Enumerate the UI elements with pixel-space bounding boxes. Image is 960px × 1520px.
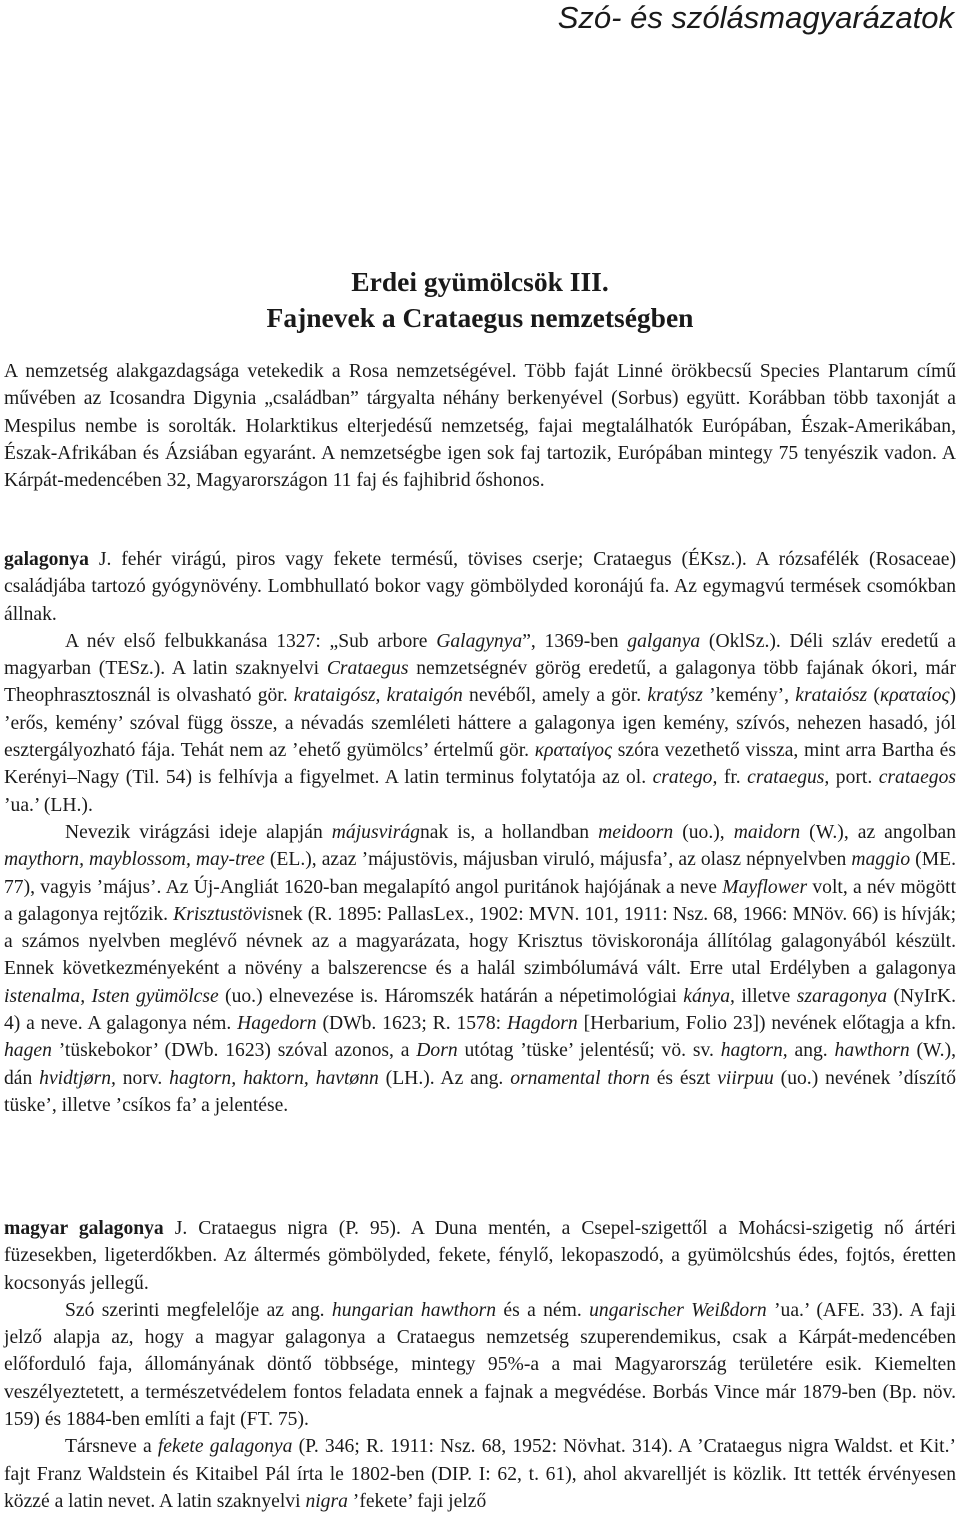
- italic-term: Crataegus: [326, 658, 409, 680]
- entry-paragraph: [4, 546, 956, 628]
- entry-paragraph: [4, 1215, 956, 1297]
- italic-term: Hagdorn: [506, 1013, 578, 1035]
- entry-paragraph: Nevezik virágzási ideje alapján májusvirágnak is, a hollandban meidoorn (uo.), maidorn (W.), az angolban maythorn, mayblossom, may-tree (EL.), azaz ’májustövis, májusban viruló, májusfa’, az olasz népnyelvben maggio (ME. 77), vagyis ’május’. Az Új-Angliát 1620-ban megalapító angol puritánok hajójának a neve Mayflower volt, a név mögött a galagonya rejtőzik. Krisztustövisnek (R. 1895: PallasLex., 1902: MVN. 101, 1911: Nsz. 68, 1966: MNöv. 66) is hívják; a számos nyelvben meglévő névnek az a magyarázata, hogy Krisztus töviskoronája állítólag galagonyából készült. Ennek következményeként a növény a balszerencse és a halál szimbólumává vált. Erre utal Erdélyben a galagonya istenalma, Isten gyümölcse (uo.) elnevezése is. Háromszék határán a népetimológiai kánya, illetve szaragonya (NyIrK. 4) a neve. A galagonya ném. Hagedorn (DWb. 1623; R. 1578: Hagdorn [Herbarium, Folio 23]) nevének előtagja a kfn. hagen ’tüskebokor’ (DWb. 1623) szóval azonos, a Dorn utótag ’tüske’ jelentésű; vö. sv. hagtorn, ang. hawthorn (W.), dán hvidtjørn, norv. hagtorn, haktorn, havtønn (LH.). Az ang. ornamental thorn és észt viirpuu (uo.) nevének ’díszítő tüske’, illetve ’csíkos fa’ a jelentése.: [4, 821, 957, 1116]
- italic-term: kratýsz: [647, 685, 703, 707]
- italic-term: krataiósz: [795, 685, 868, 707]
- entry-paragraph: A név első felbukkanása 1327: „Sub arbore Galagynya”, 1369-ben galganya (OklSz.). Déli szláv eredetű a magyarban (TESz.). A latin szaknyelvi Crataegus nemzetségnév görög eredetű, a galagonya több fajának ókori, már Theophrasztosznál is olvasható gör. krataigósz, krataigón nevéből, amely a gör. kratýsz ’kemény’, krataiósz (κραταίος) ’erős, kemény’ szóval függ össze, a névadás szemléleti háttere a galagonya igen kemény, szívós, nehezen hasadó, jól esztergályozható fája. Tehát nem az ’ehető gyümölcs’ értelmű gör. κραταίγος szóra vezethető vissza, mint arra Bartha és Kerényi–Nagy (Til. 54) is felhívja a figyelmet. A latin terminus folytatója az ol. cratego, fr. crataegus, port. crataegos ’ua.’ (LH.).: [4, 630, 957, 816]
- entry-paragraph: Szó szerinti megfelelője az ang. hungarian hawthorn és a ném. ungarischer Weißdorn ’ua.’ (AFE. 33). A faji jelző alapja az, hogy a magyar galagonya a Crataegus nemzetség szuperendemikus, csak a Kárpát-medencében előforduló faja, állományának döntő többsége, mintegy 95%-a a mai Magyarország területére esik. Kiemelten veszélyeztetett, a természetvédelem fontos feladata ennek a fajnak a megvédése. Borbás Vince már 1879-ben (Bp. növ. 159) és 1884-ben említi a fajt (FT. 75).: [4, 1299, 956, 1431]
- italic-term: hungarian hawthorn: [331, 1299, 497, 1321]
- entry-headword: magyar galagonya: [4, 1218, 164, 1239]
- italic-term: szaragonya: [796, 985, 888, 1007]
- intro-paragraph: A nemzetség alakgazdagsága vetekedik a Rosa nemzetségével. Több faját Linné örökbecsű Species Plantarum című művében az Icosandra Digynia „családban” tárgyalta néhány berkenyével (Sorbus) együtt. Korábban több taxonját a Mespilus nembe is sorolták. Holarktikus elterjedésű nemzetség, fajai megtalálhatók Európában, Észak-Amerikában, Észak-Afrikában és Ázsiában egyaránt. A nemzetségbe igen sok faj tartozik, Európában mintegy 75 tenyészik vadon. A Kárpát-medencében 32, Magyarországon 11 faj és fajhibrid őshonos.: [4, 361, 956, 492]
- italic-term: nigra: [305, 1490, 348, 1512]
- italic-term: hagen: [4, 1040, 52, 1062]
- italic-term: galganya: [627, 630, 701, 652]
- italic-term: hagtorn, haktorn, havtønn: [169, 1067, 379, 1089]
- italic-term: hagtorn,: [720, 1040, 788, 1062]
- italic-term: hvidtjørn,: [39, 1067, 116, 1089]
- italic-term: κραταίγος: [534, 740, 613, 762]
- italic-term: cratego,: [652, 767, 718, 789]
- italic-term: Hagedorn: [237, 1013, 317, 1035]
- italic-term: viirpuu: [717, 1067, 774, 1089]
- running-title: Szó- és szólásmagyarázatok: [557, 0, 954, 35]
- entry-paragraph: Társneve a fekete galagonya (P. 346; R. 1911: Nsz. 68, 1952: Növhat. 314). A ’Crataegus nigra Waldst. et Kit.’ fajt Franz Waldstein és Kitaibel Pál írta le 1802-ben (DIP. I: 62, t. 61), ahol akvarelljét is közlik. Itt tették érvényesen közzé a latin nevet. A latin szaknyelvi nigra ’fekete’ faji jelző: [4, 1436, 957, 1512]
- entry-definition: J. Crataegus nigra (P. 95). A Duna mentén, a Csepel-szigettől a Mohácsi-szigetig nő ártéri füzesekben, ligeterdőkben. Az áltermés gömbölyded, fekete, fénylő, lekopaszodó, a gyümölcshús édes, fojtós, éretten kocsonyás jellegű.: [4, 1218, 956, 1294]
- italic-term: Dorn: [416, 1040, 458, 1062]
- italic-term: crataegus,: [747, 767, 830, 789]
- italic-term: istenalma, Isten gyümölcse: [4, 985, 219, 1007]
- italic-term: maidorn: [733, 821, 801, 843]
- italic-term: ornamental thorn: [510, 1067, 650, 1089]
- italic-term: krataigósz, krataigón: [293, 685, 463, 707]
- italic-term: kánya,: [683, 985, 735, 1007]
- italic-term: meidoorn: [598, 821, 674, 843]
- italic-term: hawthorn: [834, 1040, 910, 1062]
- entry-headword: galagonya: [4, 549, 89, 570]
- italic-term: κραταίος: [879, 685, 950, 707]
- italic-term: ungarischer Weißdorn: [589, 1299, 767, 1321]
- intro-section: [4, 358, 956, 494]
- italic-term: maythorn, mayblossom, may-tree: [4, 849, 265, 871]
- italic-term: Krisztustövis: [173, 903, 275, 925]
- article-title-line-2: Fajnevek a Crataegus nemzetségben: [266, 302, 694, 333]
- entry-galagonya: [4, 546, 956, 1119]
- italic-term: fekete galagonya: [157, 1436, 293, 1458]
- italic-term: crataegos: [878, 767, 956, 789]
- article-title: [0, 264, 960, 336]
- entry-definition: J. fehér virágú, piros vagy fekete termésű, tövises cserje; Crataegus (ÉKsz.). A rózsafélék (Rosaceae) családjába tartozó gyógynövény. Lombhullató bokor vagy gömbölyded koronájú fa. Az egymagvú termések csomókban állnak.: [4, 549, 956, 625]
- entry-magyar-galagonya: [4, 1215, 956, 1515]
- italic-term: Mayflower: [722, 876, 808, 898]
- italic-term: maggio: [851, 849, 911, 871]
- italic-term: májusvirág: [331, 821, 420, 843]
- italic-term: Galagynya: [436, 630, 523, 652]
- article-title-line-1: Erdei gyümölcsök III.: [351, 266, 609, 297]
